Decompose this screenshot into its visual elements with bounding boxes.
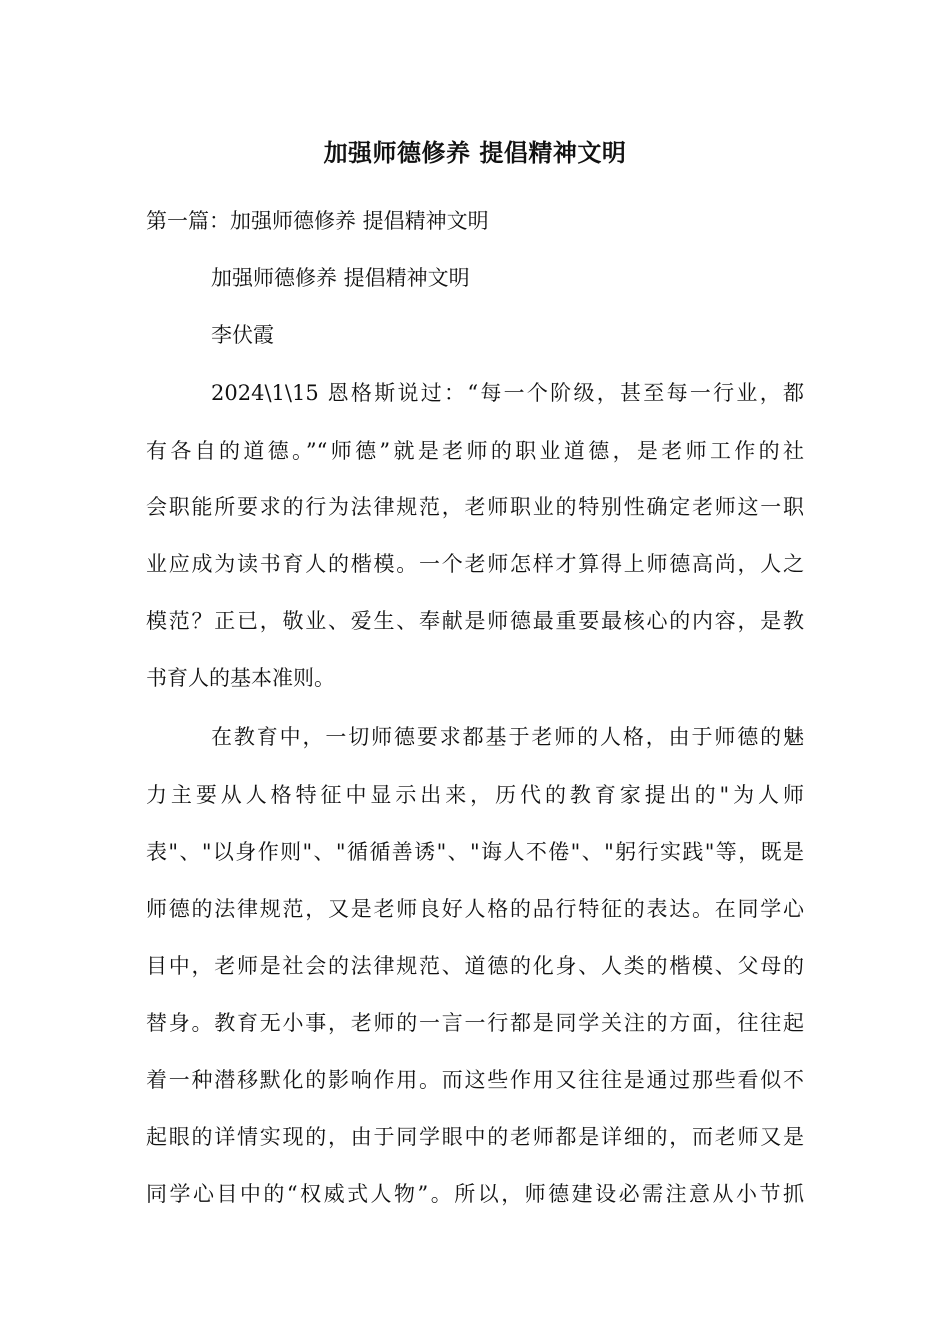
author-name: 李伏霞 [211, 323, 274, 347]
paragraph-1-line-2: 有各自的道德。”“师德”就是老师的职业道德，是老师工作的社 [146, 439, 804, 463]
paragraph-2-line-3: 表"、"以身作则"、"循循善诱"、"诲人不倦"、"躬行实践"等，既是 [146, 840, 804, 864]
paragraph-2-line-8: 起眼的详情实现的，由于同学眼中的老师都是详细的，而老师又是 [146, 1125, 804, 1149]
paragraph-2-line-5: 目中，老师是社会的法律规范、道德的化身、人类的楷模、父母的 [146, 954, 804, 978]
paragraph-1-line-3: 会职能所要求的行为法律规范，老师职业的特别性确定老师这一职 [146, 495, 804, 519]
paragraph-2-line-9: 同学心目中的“权威式人物”。所以，师德建设必需注意从小节抓 [146, 1182, 804, 1206]
article-title: 加强师德修养 提倡精神文明 [211, 266, 470, 290]
document-title: 加强师德修养 提倡精神文明 [323, 139, 627, 167]
paragraph-1-line-5: 模范？正已，敬业、爱生、奉献是师德最重要最核心的内容，是教 [146, 609, 804, 633]
paragraph-2-line-1: 在教育中，一切师德要求都基于老师的人格，由于师德的魅 [211, 725, 804, 749]
paragraph-2-line-7: 着一种潜移默化的影响作用。而这些作用又往往是通过那些看似不 [146, 1068, 804, 1092]
paragraph-1-line-1: 2024\1\15 恩格斯说过：“每一个阶级，甚至每一行业，都 [211, 381, 804, 405]
paragraph-1-line-4: 业应成为读书育人的楷模。一个老师怎样才算得上师德高尚，人之 [146, 552, 804, 576]
paragraph-2-line-2: 力主要从人格特征中显示出来，历代的教育家提出的"为人师 [146, 783, 804, 807]
paragraph-2-line-6: 替身。教育无小事，老师的一言一行都是同学关注的方面，往往起 [146, 1011, 804, 1035]
paragraph-1-line-6: 书育人的基本准则。 [146, 666, 335, 690]
section-heading: 第一篇：加强师德修养 提倡精神文明 [146, 209, 489, 233]
paragraph-2-line-4: 师德的法律规范，又是老师良好人格的品行特征的表达。在同学心 [146, 897, 804, 921]
